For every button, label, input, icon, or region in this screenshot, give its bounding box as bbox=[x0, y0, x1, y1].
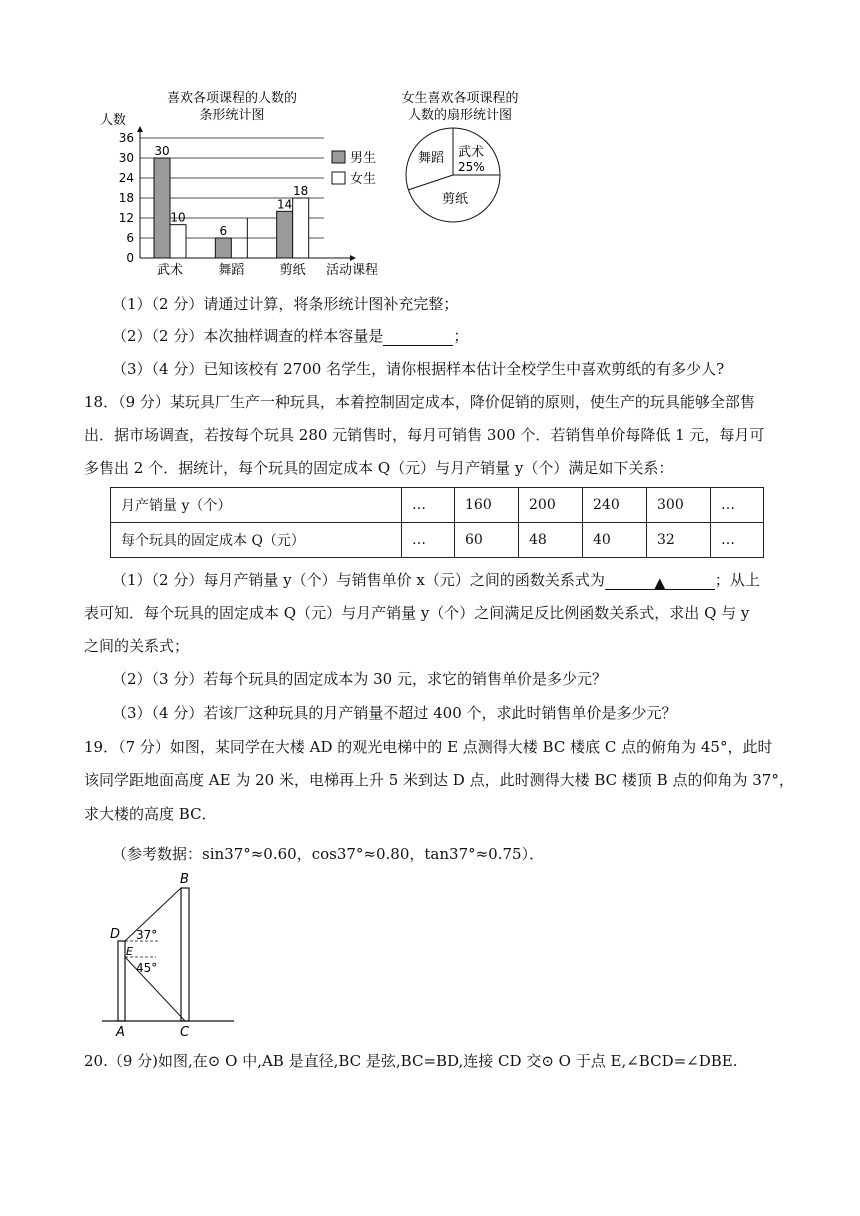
legend-female-label: 女生 bbox=[350, 172, 377, 187]
building-AD bbox=[118, 941, 125, 1021]
bar-chart bbox=[96, 86, 396, 282]
y-tick-label: 36 bbox=[118, 131, 134, 145]
label-A: A bbox=[116, 1025, 125, 1038]
table-cell: 300 bbox=[647, 488, 711, 523]
y-tick-label: 24 bbox=[118, 171, 134, 185]
table-cell: … bbox=[402, 488, 455, 523]
bar-value-label: 18 bbox=[293, 184, 309, 198]
q18-line2: 出．据市场调查，若按每个玩具 280 元销售时，每月可销售 300 个．若销售单价每降低 1 元，每月可 bbox=[84, 426, 765, 444]
y-tick-label: 12 bbox=[118, 211, 134, 225]
bar-male bbox=[154, 158, 170, 258]
q18-sub1-text: （1）（2 分）每月产销量 y（个）与销售单价 x（元）之间的函数关系式为 bbox=[112, 571, 605, 589]
building-BC bbox=[181, 888, 189, 1021]
label-E: E bbox=[126, 945, 133, 958]
y-tick-label: 6 bbox=[126, 231, 134, 245]
q18-line1: 18．（9 分）某玩具厂生产一种玩具，本着控制固定成本，降价促销的原则，使生产的玩具能够全部售 bbox=[84, 393, 755, 411]
y-axis-label: 人数 bbox=[100, 113, 127, 128]
x-axis-arrow bbox=[350, 255, 356, 261]
q17-part3: （3）（4 分）已知该校有 2700 名学生，请你根据样本估计全校学生中喜欢剪纸的有多少人? bbox=[112, 360, 725, 378]
pie-chart bbox=[378, 86, 548, 226]
bar-marks bbox=[154, 144, 309, 258]
q18-sub1-line2: 表可知．每个玩具的固定成本 Q（元）与月产销量 y（个）之间满足反比例函数关系式，求出 Q 与 y bbox=[84, 604, 750, 622]
category-label: 舞蹈 bbox=[218, 263, 245, 278]
legend-male-swatch bbox=[332, 151, 345, 163]
table-cell: 60 bbox=[455, 523, 519, 558]
q17-part2 bbox=[112, 326, 468, 346]
cost-table bbox=[110, 487, 764, 558]
legend-male-label: 男生 bbox=[350, 151, 377, 166]
y-tick-label: 18 bbox=[118, 191, 134, 205]
q18-sub2: （2）（3 分）若每个玩具的固定成本为 30 元，求它的销售单价是多少元？ bbox=[112, 670, 607, 688]
q18-sub1-end: ；从上 bbox=[714, 571, 760, 589]
q17-part1: （1）（2 分）请通过计算，将条形统计图补充完整； bbox=[112, 295, 459, 313]
table-cell: 48 bbox=[519, 523, 583, 558]
y-tick-label: 30 bbox=[118, 151, 134, 165]
table-cell: … bbox=[711, 523, 764, 558]
table-cell: 160 bbox=[455, 488, 519, 523]
q19-line1: 19．（7 分）如图，某同学在大楼 AD 的观光电梯中的 E 点测得大楼 BC 楼底 C 点的俯角为 45°，此时 bbox=[84, 738, 773, 756]
table-row bbox=[111, 488, 764, 523]
x-axis-label: 活动课程 bbox=[326, 263, 379, 278]
table-cell: 200 bbox=[519, 488, 583, 523]
bar-male bbox=[215, 238, 231, 258]
q17-part2-end: ； bbox=[453, 327, 469, 345]
q18-answer-blank[interactable]: ▲ bbox=[605, 573, 715, 590]
bar-female bbox=[170, 225, 186, 258]
bar-chart-title-2: 条形统计图 bbox=[199, 108, 265, 123]
pie-chart-title-2: 人数的扇形统计图 bbox=[407, 108, 513, 123]
q20-line1: 20.（9 分)如图,在⊙ O 中,AB 是直径,BC 是弦,BC=BD,连接 CD 交⊙ O 于点 E,∠BCD=∠DBE. bbox=[84, 1052, 738, 1070]
q18-line3: 多售出 2 个．据统计，每个玩具的固定成本 Q（元）与月产销量 y（个）满足如下关系： bbox=[84, 459, 674, 477]
q18-sub3: （3）（4 分）若该厂这种玩具的月产销量不超过 400 个，求此时销售单价是多少元？ bbox=[112, 704, 677, 722]
y-axis-arrow bbox=[137, 126, 143, 132]
category-label: 武术 bbox=[156, 263, 184, 278]
table-cell: 240 bbox=[583, 488, 647, 523]
bar-male bbox=[277, 211, 293, 258]
q19-line2: 该同学距地面高度 AE 为 20 米，电梯再上升 5 米到达 D 点，此时测得大楼 BC 楼顶 B 点的仰角为 37°， bbox=[84, 771, 794, 789]
y-tick-label: 0 bbox=[126, 251, 134, 265]
pie-slice-wushu-label: 武术 bbox=[458, 145, 485, 160]
table-cell: 40 bbox=[583, 523, 647, 558]
bar-value-label: 10 bbox=[170, 210, 186, 225]
bar-value-label: 14 bbox=[277, 197, 293, 212]
q17-answer-blank[interactable] bbox=[383, 329, 453, 346]
q18-sub1 bbox=[112, 570, 760, 590]
legend-female-swatch bbox=[332, 172, 345, 184]
label-D: D bbox=[110, 927, 121, 942]
pie-slice-wushu-percent: 25% bbox=[458, 160, 485, 174]
category-label: 剪纸 bbox=[279, 263, 306, 278]
pie-slice-wudao-label: 舞蹈 bbox=[418, 151, 445, 166]
label-C: C bbox=[180, 1025, 190, 1038]
bar-category-labels bbox=[157, 262, 306, 278]
label-B: B bbox=[180, 872, 189, 887]
table-cell: … bbox=[402, 523, 455, 558]
building-figure bbox=[96, 868, 246, 1038]
bar-female bbox=[293, 198, 309, 258]
table-cell: 32 bbox=[647, 523, 711, 558]
q19-line3: 求大楼的高度 BC． bbox=[84, 805, 217, 823]
table-cell: 每个玩具的固定成本 Q（元） bbox=[111, 523, 402, 558]
angle-37-label: 37° bbox=[136, 928, 158, 942]
bar-value-label: 6 bbox=[219, 224, 228, 238]
angle-45-label: 45° bbox=[136, 961, 158, 975]
table-cell: … bbox=[711, 488, 764, 523]
bar-chart-title-1: 喜欢各项课程的人数的 bbox=[166, 91, 298, 106]
pie-slice-jianzhi-label: 剪纸 bbox=[442, 192, 469, 207]
q18-sub1-line3: 之间的关系式； bbox=[84, 637, 190, 655]
bar-value-label: 30 bbox=[154, 144, 170, 158]
bar-y-ticks bbox=[119, 131, 134, 265]
table-cell: 月产销量 y（个） bbox=[111, 488, 402, 523]
q17-part2-text: （2）（2 分）本次抽样调查的样本容量是 bbox=[112, 327, 384, 345]
table-row bbox=[111, 523, 764, 558]
q19-reference-data: （参考数据：sin37°≈0.60，cos37°≈0.80，tan37°≈0.75）． bbox=[112, 845, 545, 863]
pie-chart-title-1: 女生喜欢各项课程的 bbox=[401, 91, 519, 106]
